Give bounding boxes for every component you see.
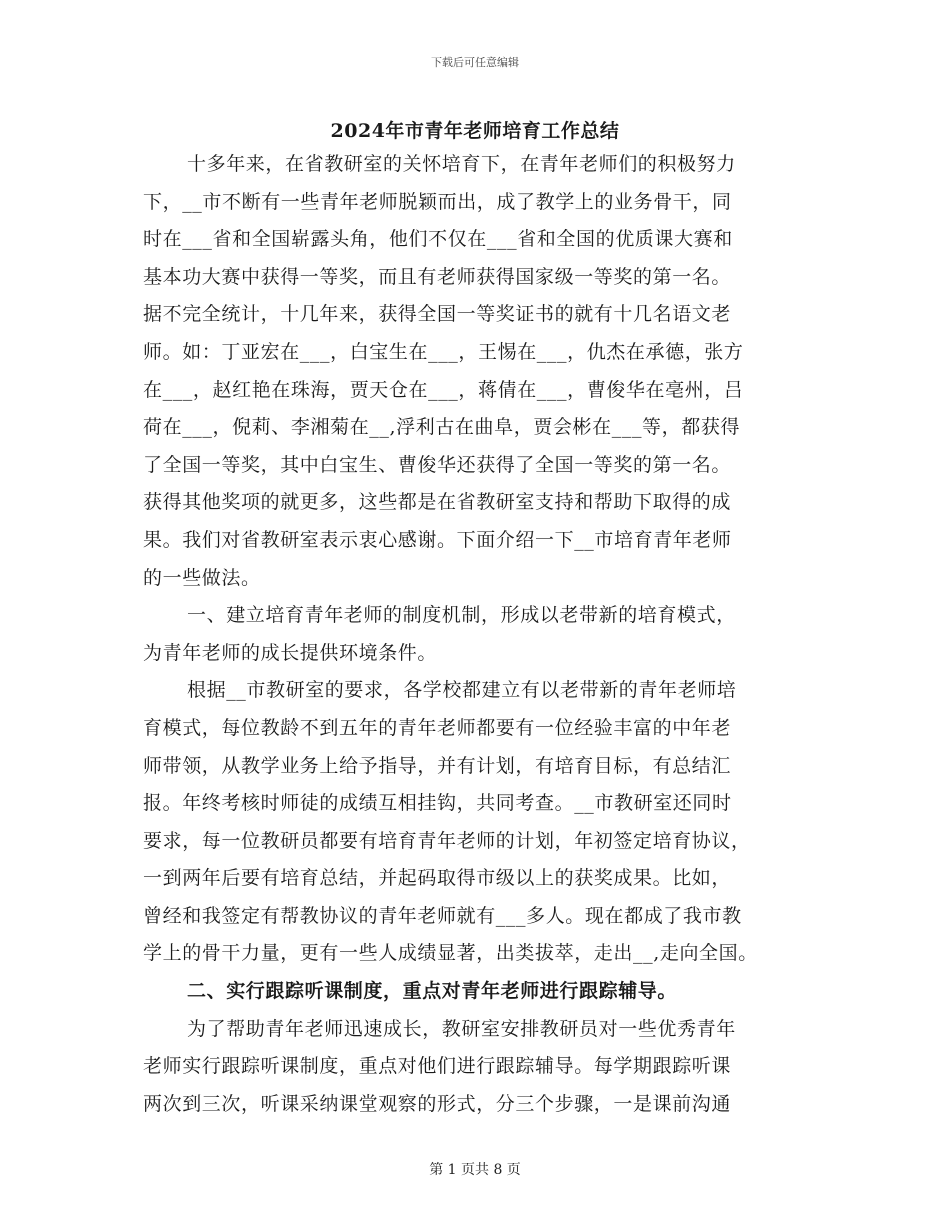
body-text-line: 育模式，每位教龄不到五年的青年老师都要有一位经验丰富的中年老 [143, 716, 732, 739]
body-text-line: 师带领，从教学业务上给予指导，并有计划，有培育目标，有总结汇 [143, 754, 732, 777]
body-text-line: 了全国一等奖，其中白宝生、曹俊华还获得了全国一等奖的第一名。 [143, 453, 732, 476]
body-text-line: 两次到三次，听课采纳课堂观察的形式，分三个步骤，一是课前沟通 [143, 1092, 732, 1115]
body-text-line: 一到两年后要有培育总结，并起码取得市级以上的获奖成果。比如， [143, 867, 732, 890]
body-text-line: 下，__市不断有一些青年老师脱颖而出，成了教学上的业务骨干，同 [143, 190, 732, 213]
page-header: 下载后可任意编辑 [431, 56, 519, 69]
body-text-line: 时在___省和全国崭露头角，他们不仅在___省和全国的优质课大赛和 [143, 228, 733, 251]
body-text-line: 在___，赵红艳在珠海，贾天仓在___，蒋倩在___，曹俊华在亳州，吕 [143, 378, 744, 401]
body-text-line: 基本功大赛中获得一等奖，而且有老师获得国家级一等奖的第一名。 [143, 265, 732, 288]
document-body [143, 146, 823, 1123]
section-heading-line: 二、实行跟踪听课制度，重点对青年老师进行跟踪辅导。 [187, 980, 678, 1003]
body-text-line: 十多年来，在省教研室的关怀培育下，在青年老师们的积极努力 [187, 153, 736, 175]
body-text-line: 获得其他奖项的就更多，这些都是在省教研室支持和帮助下取得的成 [143, 491, 732, 514]
body-text-line: 学上的骨干力量，更有一些人成绩显著，出类拔萃，走出__,走向全国。 [143, 942, 758, 965]
page-footer: 第 1 页共 8 页 [429, 1162, 521, 1178]
body-text-line: 为了帮助青年老师迅速成长，教研室安排教研员对一些优秀青年 [187, 1017, 736, 1040]
body-text-line: 为青年老师的成长提供环境条件。 [143, 641, 438, 664]
body-text-line: 要求，每一位教研员都要有培育青年老师的计划，年初签定培育协议， [143, 829, 751, 852]
body-text-line: 荷在___，倪莉、李湘菊在__,浮利古在曲阜，贾会彬在___等，都获得 [143, 416, 741, 439]
body-text-line: 老师实行跟踪听课制度，重点对他们进行跟踪辅导。每学期跟踪听课 [143, 1055, 732, 1078]
body-text-line: 据不完全统计，十几年来，获得全国一等奖证书的就有十几名语文老 [143, 303, 732, 326]
body-text-line: 曾经和我签定有帮教协议的青年老师就有___多人。现在都成了我市教 [143, 904, 742, 927]
body-text-line: 报。年终考核时师徒的成绩互相挂钩，共同考查。__市教研室还同时 [143, 792, 732, 815]
body-text-line: 一、建立培育青年老师的制度机制，形成以老带新的培育模式， [187, 604, 736, 627]
body-text-line: 的一些做法。 [143, 566, 261, 589]
document-title: 2024年市青年老师培育工作总结 [330, 120, 620, 142]
body-text-line: 根据__市教研室的要求，各学校都建立有以老带新的青年老师培 [187, 679, 737, 702]
body-text-line: 师。如：丁亚宏在___，白宝生在___，王惕在___，仇杰在承德，张方 [143, 340, 744, 363]
body-text-line: 果。我们对省教研室表示衷心感谢。下面介绍一下__市培育青年老师 [143, 528, 732, 551]
